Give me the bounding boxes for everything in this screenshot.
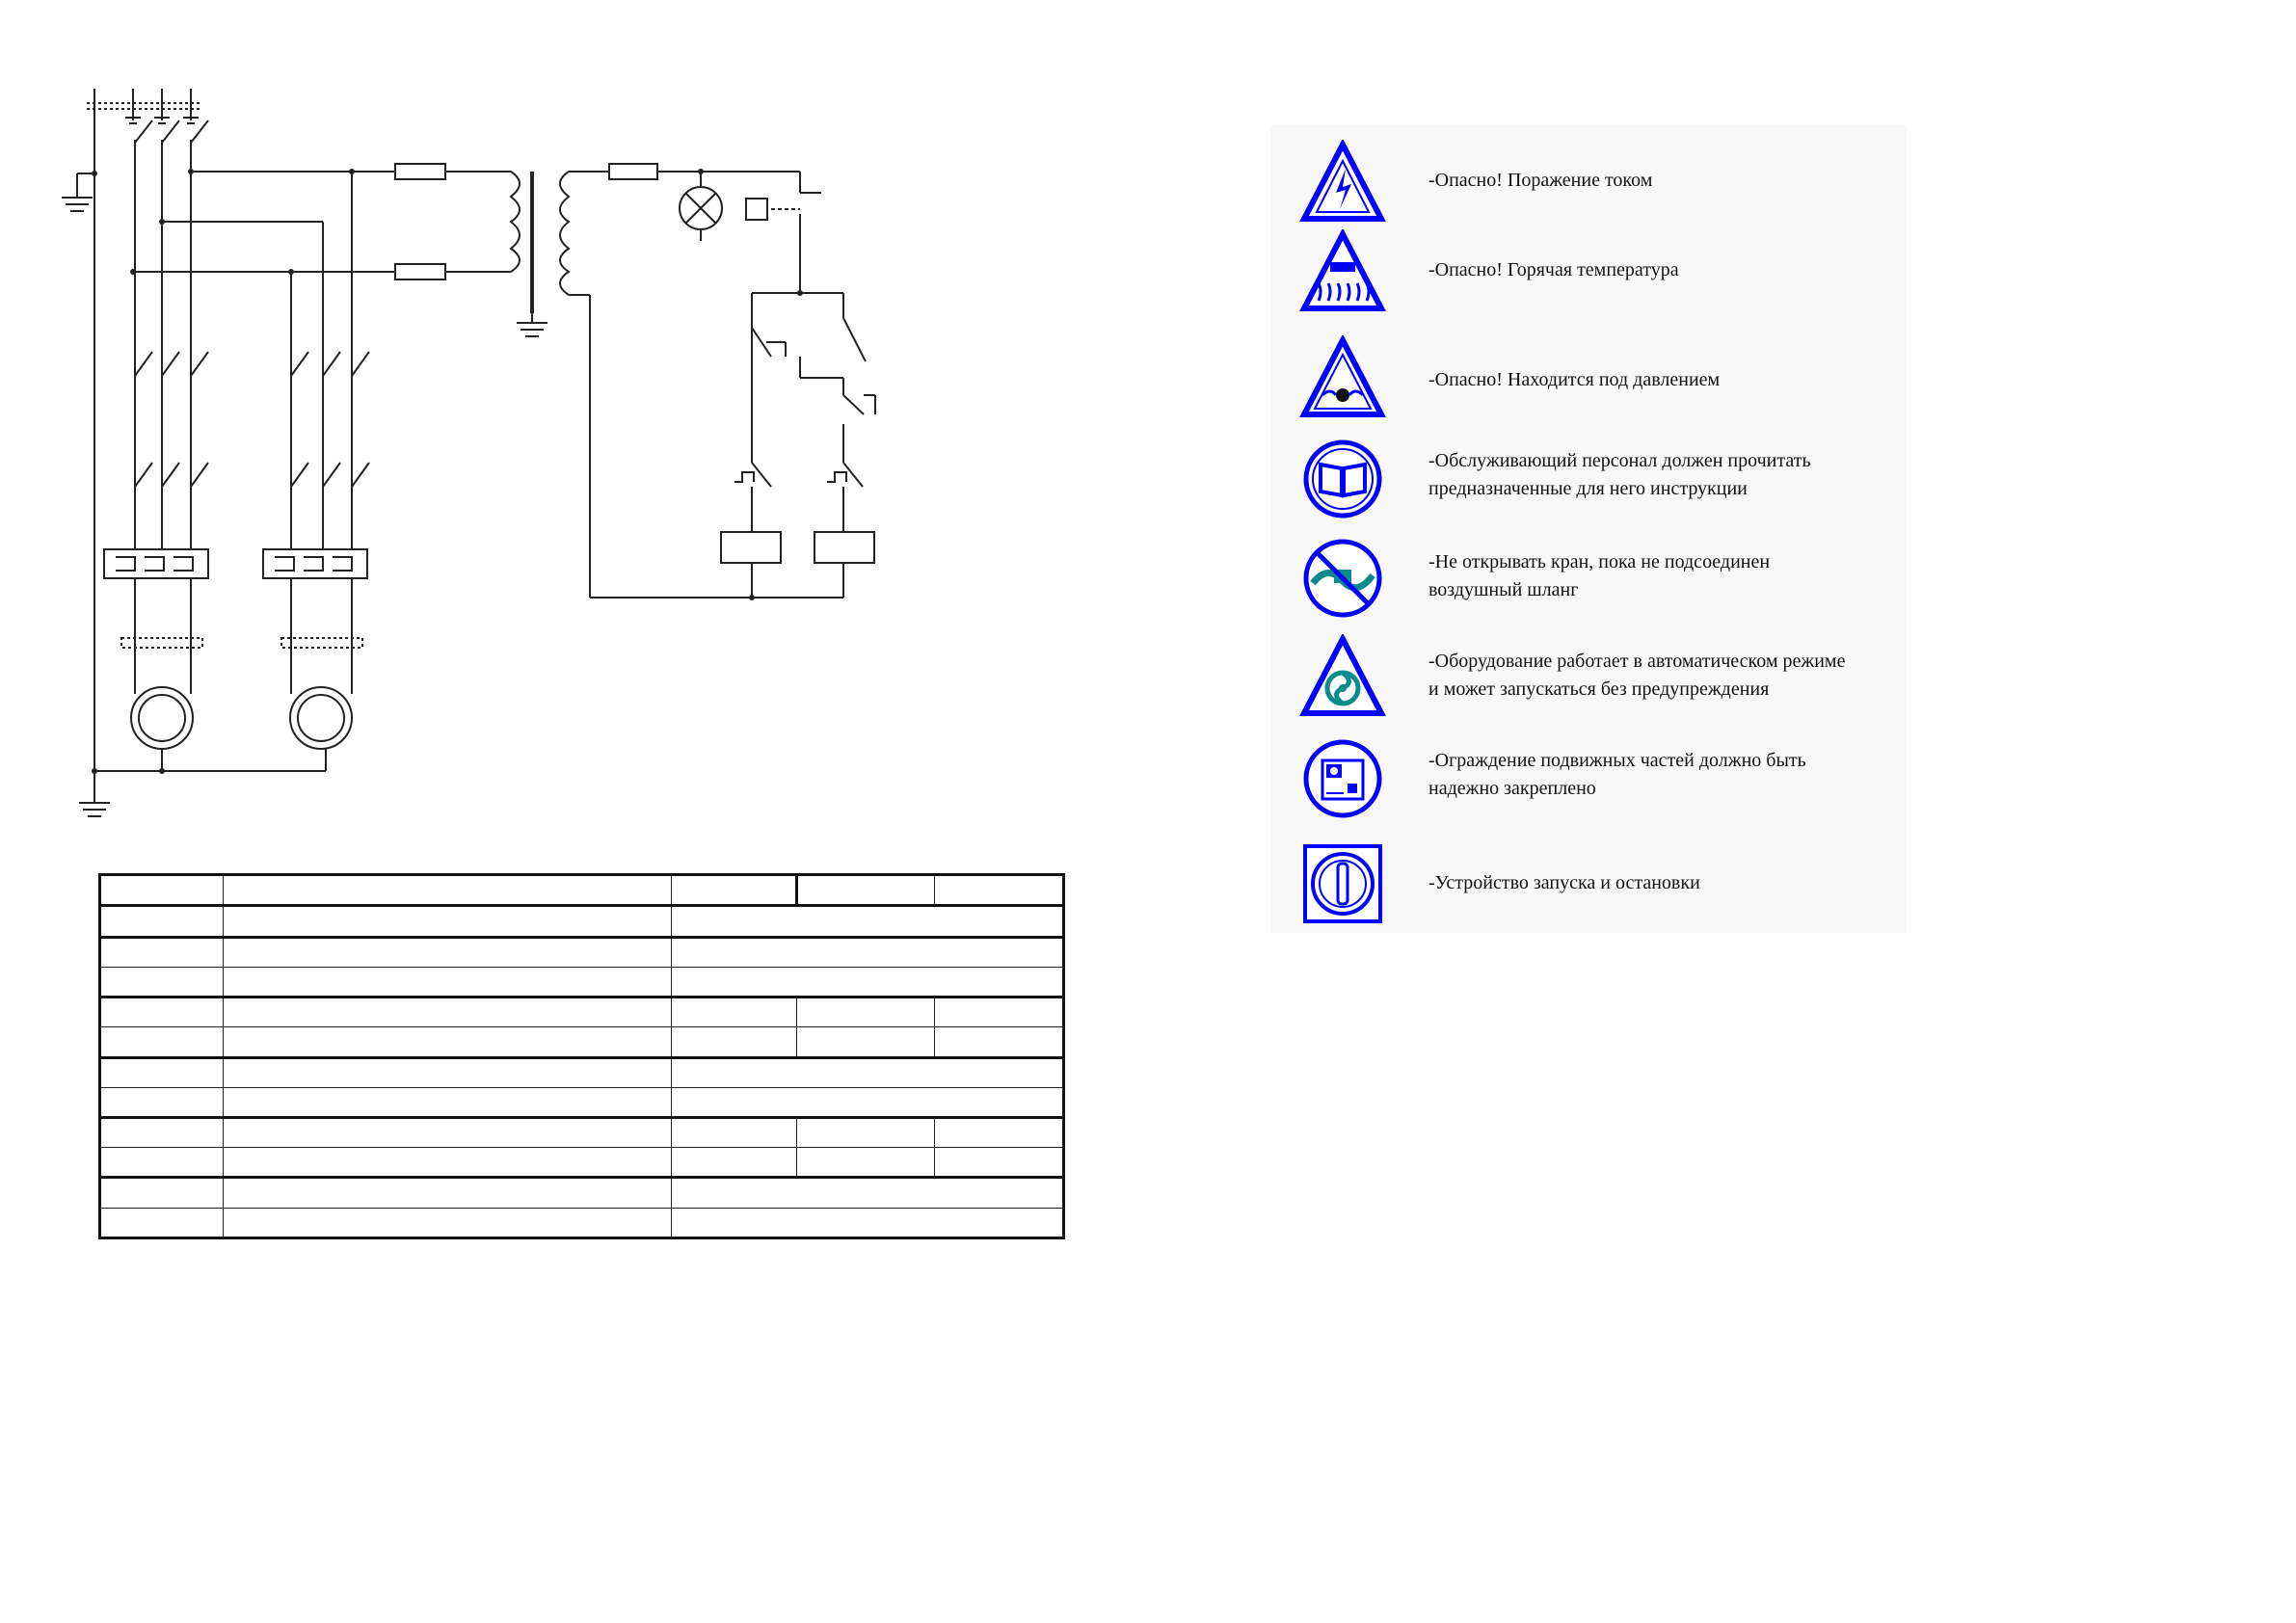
- sign-row-under-pressure: [1270, 335, 1907, 422]
- read-instructions-icon: [1299, 436, 1386, 522]
- table-cell: [672, 998, 797, 1027]
- sign-row-automatic-start: [1270, 634, 1907, 721]
- table-row: [100, 967, 1064, 997]
- table-cell: [672, 1148, 797, 1178]
- table-row: [100, 1057, 1064, 1087]
- sign-row-moving-parts-guard: [1270, 735, 1907, 822]
- table-cell: [935, 998, 1064, 1027]
- sign-row-hot-temperature: [1270, 229, 1907, 316]
- table-row: [100, 1178, 1064, 1208]
- table-cell: [672, 937, 1064, 967]
- table-cell: [224, 967, 672, 997]
- sign-row-start-stop-device: [1270, 840, 1907, 927]
- electrical-schematic: [0, 0, 1157, 867]
- hot-temperature-warning-icon: [1299, 229, 1386, 316]
- table-cell: [935, 875, 1064, 906]
- table-cell: [100, 1148, 224, 1178]
- sign-caption-line: воздушный шланг: [1428, 579, 1579, 600]
- table-cell: [224, 875, 672, 906]
- sign-caption-line: -Не открывать кран, пока не подсоединен: [1428, 551, 1771, 572]
- table-cell: [672, 1208, 1064, 1237]
- table-cell: [935, 1117, 1064, 1147]
- table-cell: [224, 906, 672, 937]
- sign-caption-line: -Опасно! Горячая температура: [1428, 259, 1679, 280]
- table-cell: [100, 1027, 224, 1057]
- table-row: [100, 937, 1064, 967]
- sign-caption-line: надежно закреплено: [1428, 778, 1596, 799]
- table-cell: [672, 1027, 797, 1057]
- table-cell: [672, 1057, 1064, 1087]
- start-stop-device-icon: [1299, 840, 1386, 927]
- table-cell: [935, 1148, 1064, 1178]
- table-cell: [100, 1178, 224, 1208]
- moving-parts-guard-icon: [1299, 735, 1386, 822]
- table-cell: [672, 875, 797, 906]
- table-cell: [100, 1208, 224, 1237]
- specification-table: [98, 873, 1065, 1239]
- table-cell: [100, 967, 224, 997]
- sign-caption: [1428, 548, 1770, 604]
- table-row: [100, 998, 1064, 1027]
- table-cell: [672, 967, 1064, 997]
- table-cell: [224, 937, 672, 967]
- table-cell: [100, 1057, 224, 1087]
- sign-caption: [1428, 747, 1806, 803]
- table-cell: [224, 1087, 672, 1117]
- table-row: [100, 1027, 1064, 1057]
- table-cell: [797, 1027, 935, 1057]
- safety-signs-panel: [1270, 125, 1907, 933]
- under-pressure-warning-icon: [1299, 335, 1386, 422]
- table-cell: [935, 1027, 1064, 1057]
- table-cell: [672, 1087, 1064, 1117]
- table-row: [100, 1117, 1064, 1147]
- table-cell: [224, 998, 672, 1027]
- sign-caption: [1428, 648, 1845, 704]
- sign-caption: [1428, 256, 1679, 284]
- table-cell: [672, 1117, 797, 1147]
- table-cell: [224, 1057, 672, 1087]
- table-cell: [224, 1178, 672, 1208]
- table-cell: [100, 1087, 224, 1117]
- table-cell: [797, 1117, 935, 1147]
- table-cell: [224, 1148, 672, 1178]
- air-hose-valve-prohibition-icon: [1299, 535, 1386, 622]
- automatic-start-warning-icon: [1299, 634, 1386, 721]
- table-row: [100, 906, 1064, 937]
- table-cell: [797, 1148, 935, 1178]
- sign-caption-line: -Опасно! Поражение током: [1428, 170, 1653, 191]
- sign-caption: [1428, 447, 1811, 503]
- table-cell: [100, 875, 224, 906]
- sign-caption-line: -Опасно! Находится под давлением: [1428, 369, 1721, 390]
- table-cell: [224, 1208, 672, 1237]
- sign-caption-line: -Оборудование работает в автоматическом режиме: [1428, 651, 1846, 672]
- sign-caption: [1428, 167, 1652, 195]
- table-row: [100, 1208, 1064, 1237]
- table-row: [100, 1148, 1064, 1178]
- sign-row-air-hose: [1270, 535, 1907, 622]
- sign-caption-line: и может запускаться без предупреждения: [1428, 678, 1770, 700]
- sign-caption: [1428, 366, 1720, 394]
- sign-caption-line: -Обслуживающий персонал должен прочитать: [1428, 450, 1811, 471]
- table-cell: [100, 1117, 224, 1147]
- table-cell: [100, 937, 224, 967]
- sign-caption-line: -Ограждение подвижных частей должно быть: [1428, 750, 1806, 771]
- electric-shock-warning-icon: [1299, 140, 1386, 226]
- table-cell: [224, 1027, 672, 1057]
- table-cell: [672, 906, 1064, 937]
- sign-caption-line: -Устройство запуска и остановки: [1428, 872, 1700, 893]
- table-cell: [797, 998, 935, 1027]
- table-cell: [100, 998, 224, 1027]
- table-cell: [797, 875, 935, 906]
- table-cell: [100, 906, 224, 937]
- sign-row-electric-shock: [1270, 140, 1907, 226]
- sign-row-read-instructions: [1270, 436, 1907, 522]
- sign-caption-line: предназначенные для него инструкции: [1428, 478, 1748, 499]
- table-cell: [672, 1178, 1064, 1208]
- table-cell: [224, 1117, 672, 1147]
- table-row: [100, 875, 1064, 906]
- table-row: [100, 1087, 1064, 1117]
- sign-caption: [1428, 869, 1700, 897]
